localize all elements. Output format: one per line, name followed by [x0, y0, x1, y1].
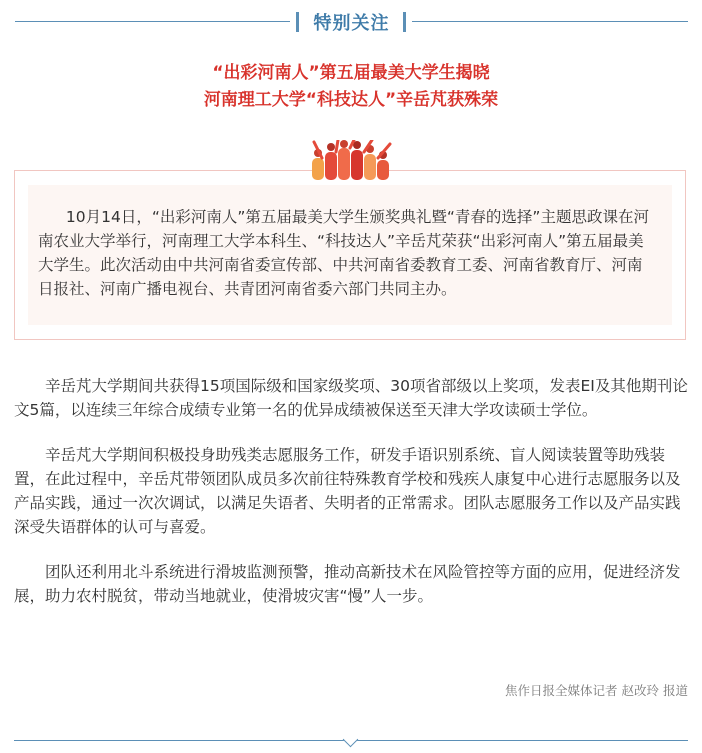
footer-notch — [343, 732, 359, 748]
header-bar-left — [296, 12, 299, 32]
body-paragraph-1: 辛岳芃大学期间共获得15项国际级和国家级奖项、30项省部级以上奖项，发表EI及其他期刊论文5篇，以连续三年综合成绩专业第一名的优异成绩被保送至天津大学攻读硕士学位。 — [14, 377, 688, 419]
header-divider-right — [412, 21, 688, 22]
headline-line-2: 河南理工大学“科技达人”辛岳芃获殊荣 — [203, 90, 499, 110]
reporter-credit: 焦作日报全媒体记者 赵改玲 报道 — [505, 683, 688, 698]
intro-box — [14, 170, 686, 340]
body-paragraph-3: 团队还利用北斗系统进行滑坡监测预警，推动高新技术在风险管控等方面的应用，促进经济发展，助力农村脱贫，带动当地就业，使滑坡灾害“慢”人一步。 — [14, 563, 681, 605]
header-divider-left — [15, 21, 290, 22]
section-title: 特别关注 — [313, 13, 390, 34]
article-body — [14, 374, 690, 629]
article-headline — [0, 60, 702, 114]
header-bar-right — [403, 12, 406, 32]
body-paragraph-2: 辛岳芃大学期间积极投身助残类志愿服务工作，研发手语识别系统、盲人阅读装置等助残装置，在此过程中，辛岳芃带领团队成员多次前往特殊教育学校和残疾人康复中心进行志愿服务以及产品实践，通过一次次调试，以满足失语者、失明者的正常需求。团队志愿服务工作以及产品实践深受失语群体的认可与喜爱。 — [14, 446, 681, 536]
intro-paragraph: 10月14日，“出彩河南人”第五届最美大学生颁奖典礼暨“青春的选择”主题思政课在河南农业大学举行，河南理工大学本科生、“科技达人”辛岳芃荣获“出彩河南人”第五届最美大学生。此次活动由中共河南省委宣传部、中共河南省委教育工委、河南省教育厅、河南日报社、河南广播电视台、共青团河南省委六部门共同主办。 — [38, 208, 649, 298]
footer-divider — [0, 730, 702, 753]
section-header — [0, 8, 702, 36]
cheering-crowd-illustration — [308, 140, 394, 184]
headline-line-1: “出彩河南人”第五届最美大学生揭晓 — [212, 63, 490, 83]
intro-box-inner — [28, 185, 672, 325]
